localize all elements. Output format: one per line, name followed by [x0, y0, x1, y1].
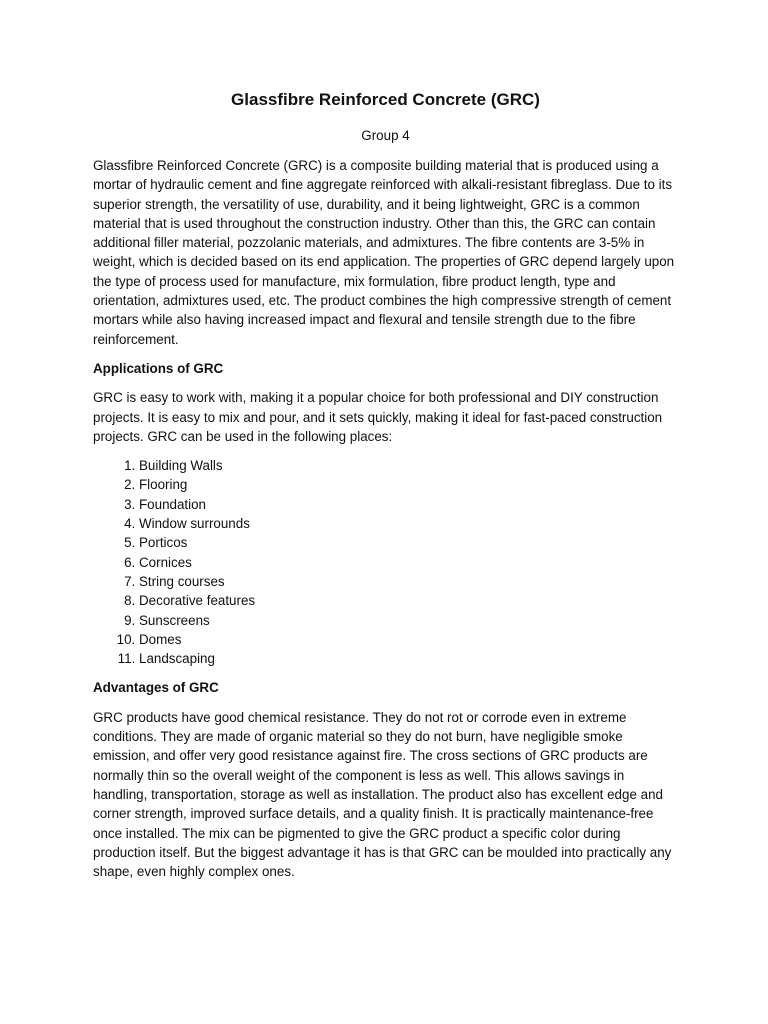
- list-item: 9. Sunscreens: [139, 611, 678, 630]
- list-item: 2. Flooring: [139, 475, 678, 494]
- intro-paragraph: Glassfibre Reinforced Concrete (GRC) is a composite building material that is produced using a mortar of hydraulic cement and fine aggregate reinforced with alkali-resistant fibreglass. Due to its superior strength, the versatility of use, durability, and it being lightweight, GRC is a common material that is used throughout the construction industry. Other than this, the GRC can contain additional filler material, pozzolanic materials, and admixtures. The fibre contents are 3-5% in weight, which is decided based on its end application. The properties of GRC depend largely upon the type of process used for manufacture, mix formulation, fibre product length, type and orientation, admixtures used, etc. The product combines the high compressive strength of cement mortars while also having increased impact and flexural and tensile strength due to the fibre reinforcement.: [93, 158, 675, 347]
- list-item: 1. Building Walls: [139, 456, 678, 475]
- list-item: 4. Window surrounds: [139, 514, 678, 533]
- applications-heading: Applications of GRC: [93, 360, 224, 376]
- advantages-paragraph: GRC products have good chemical resistance. They do not rot or corrode even in extreme conditions. They are made of organic material so they do not burn, have negligible smoke emission, and offer very good resistance against fire. The cross sections of GRC products are normally thin so the overall weight of the component is less as well. This allows savings in handling, transportation, storage as well as installation. The product also has excellent edge and corner strength, improved surface details, and a quality finish. It is practically maintenance-free once installed. The mix can be pigmented to give the GRC product a specific color during production itself. But the biggest advantage it has is that GRC can be moulded into practically any shape, even highly complex ones.: [93, 709, 672, 880]
- list-item: 11. Landscaping: [139, 649, 678, 668]
- list-item: 8. Decorative features: [139, 591, 678, 610]
- list-item: 6. Cornices: [139, 553, 678, 572]
- list-item: 3. Foundation: [139, 495, 678, 514]
- applications-paragraph: GRC is easy to work with, making it a popular choice for both professional and DIY construction projects. It is easy to mix and pour, and it sets quickly, making it ideal for fast-paced construction projects. GRC can be used in the following places:: [93, 390, 663, 444]
- document-title: Glassfibre Reinforced Concrete (GRC): [231, 90, 540, 109]
- list-item: 10. Domes: [139, 630, 678, 649]
- applications-list: [93, 456, 678, 668]
- list-item: 5. Porticos: [139, 533, 678, 552]
- list-item: 7. String courses: [139, 572, 678, 591]
- document-subtitle: Group 4: [361, 128, 410, 143]
- advantages-heading: Advantages of GRC: [93, 680, 219, 696]
- document-page: [93, 88, 678, 891]
